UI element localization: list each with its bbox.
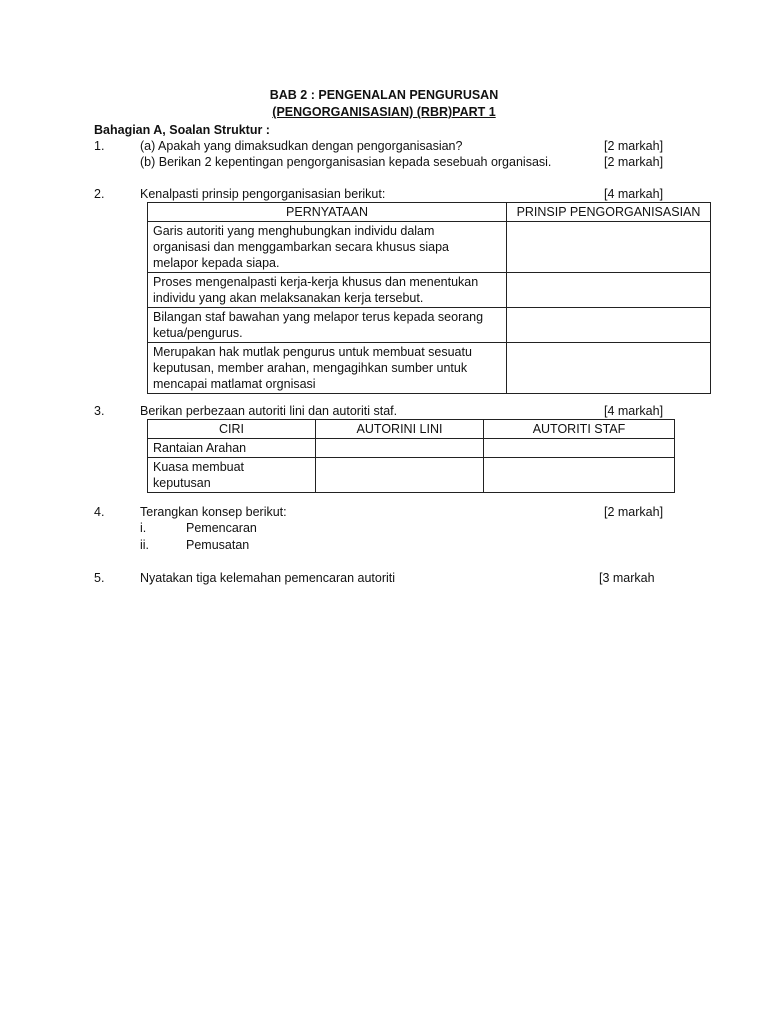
q3-ciri-cell (148, 439, 316, 458)
q2-marks: [4 markah] (604, 187, 664, 201)
q3-row2-line2: keputusan (153, 476, 211, 490)
q2-row4-line2: keputusan, member arahan, mengagihkan sumber untuk (153, 361, 468, 375)
table-row (148, 343, 711, 394)
q2-row1-line2: organisasi dan menggambarkan secara khusus siapa (153, 240, 450, 254)
q2-header-prinsip: PRINSIP PENGORGANISASIAN (507, 203, 711, 222)
q2-text: Kenalpasti prinsip pengorganisasian berikut: (140, 187, 386, 201)
q3-answer-cell (316, 458, 484, 493)
doc-title-line1: BAB 2 : PENGENALAN PENGURUSAN (269, 88, 499, 102)
q3-answer-cell (484, 458, 675, 493)
q2-row2-line2: individu yang akan melaksanakan kerja tersebut. (153, 291, 424, 305)
q3-header-staf: AUTORITI STAF (484, 420, 675, 439)
doc-title-line2: (PENGORGANISASIAN) (RBR)PART 1 (272, 105, 496, 119)
q3-text: Berikan perbezaan autoriti lini dan autoriti staf. (140, 404, 398, 418)
q2-statement-cell (148, 222, 507, 273)
q1a-text: (a) Apakah yang dimaksudkan dengan pengorganisasian? (140, 139, 463, 153)
q3-header-lini: AUTORINI LINI (316, 420, 484, 439)
q3-answer-cell (484, 439, 675, 458)
q4-number: 4. (94, 505, 105, 519)
q2-statement-cell (148, 308, 507, 343)
q5-text: Nyatakan tiga kelemahan pemencaran autoriti (140, 571, 396, 585)
q2-answer-cell (507, 343, 711, 394)
q2-answer-cell (507, 273, 711, 308)
table-row (148, 458, 675, 493)
q4-item1-text: Pemencaran (186, 521, 257, 535)
q2-answer-cell (507, 222, 711, 273)
q4-item2-number: ii. (140, 538, 150, 552)
table-row (148, 308, 711, 343)
q4-marks: [2 markah] (604, 505, 664, 519)
q5-number: 5. (94, 571, 105, 585)
q4-item2-text: Pemusatan (186, 538, 250, 552)
q2-table-header (148, 203, 711, 222)
q2-answer-cell (507, 308, 711, 343)
q1a-marks: [2 markah] (604, 139, 664, 153)
q2-row1-line3: melapor kepada siapa. (153, 256, 280, 270)
q3-number: 3. (94, 404, 105, 418)
q2-header-pernyataan: PERNYATAAN (148, 203, 507, 222)
q2-row1-line1: Garis autoriti yang menghubungkan individu dalam (153, 224, 435, 238)
table-row (148, 222, 711, 273)
q2-row3-line1: Bilangan staf bawahan yang melapor terus kepada seorang (153, 310, 484, 324)
section-heading: Bahagian A, Soalan Struktur : (94, 123, 270, 137)
q2-statement-cell (148, 343, 507, 394)
q4-item1-number: i. (140, 521, 147, 535)
q2-row4-line3: mencapai matlamat orgnisasi (153, 377, 316, 391)
q3-marks: [4 markah] (604, 404, 664, 418)
q3-row2-line1: Kuasa membuat (153, 460, 245, 474)
table-row (148, 439, 675, 458)
q3-answer-cell (316, 439, 484, 458)
q2-statement-cell (148, 273, 507, 308)
q2-row4-line1: Merupakan hak mutlak pengurus untuk membuat sesuatu (153, 345, 472, 359)
q3-row1-line1: Rantaian Arahan (153, 441, 247, 455)
q2-number: 2. (94, 187, 105, 201)
q2-row3-line2: ketua/pengurus. (153, 326, 243, 340)
q4-text: Terangkan konsep berikut: (140, 505, 287, 519)
q1-number: 1. (94, 139, 105, 153)
q1b-text: (b) Berikan 2 kepentingan pengorganisasian kepada sesebuah organisasi. (140, 155, 552, 169)
q1b-marks: [2 markah] (604, 155, 664, 169)
table-row (148, 273, 711, 308)
q3-table (147, 419, 675, 493)
q2-row2-line1: Proses mengenalpasti kerja-kerja khusus dan menentukan (153, 275, 479, 289)
q3-table-header (148, 420, 675, 439)
q5-marks: [3 markah (599, 571, 655, 585)
q2-table (147, 202, 711, 394)
q3-header-ciri: CIRI (148, 420, 316, 439)
q3-ciri-cell (148, 458, 316, 493)
